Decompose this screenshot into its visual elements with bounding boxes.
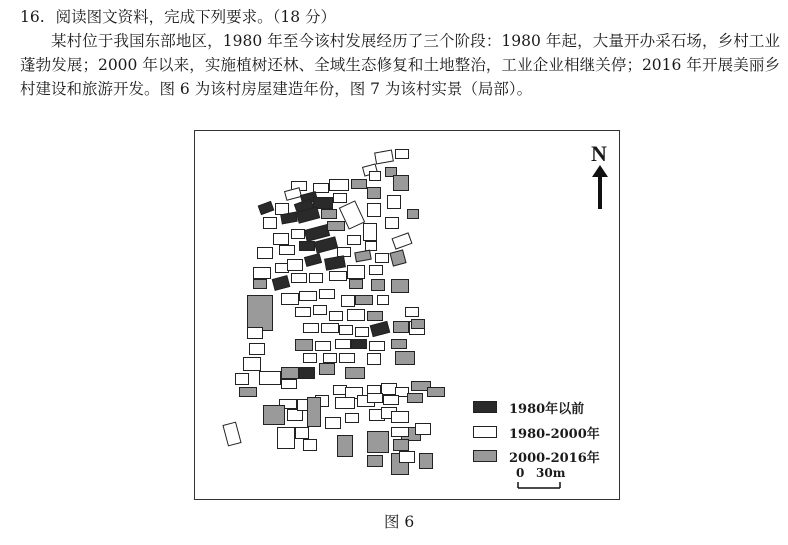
house-2000-2016 xyxy=(295,339,313,351)
house-1980-2000 xyxy=(377,295,389,305)
house-1980-2000 xyxy=(277,427,295,449)
house-2000-2016 xyxy=(354,250,371,263)
house-1980-2000 xyxy=(325,417,341,429)
house-2000-2016 xyxy=(239,387,257,397)
house-1980-2000 xyxy=(339,325,353,335)
house-pre1980 xyxy=(304,253,322,267)
legend-swatch-mid xyxy=(473,426,497,438)
house-2000-2016 xyxy=(427,387,445,397)
house-1980-2000 xyxy=(391,427,409,437)
north-arrow-icon xyxy=(592,165,608,209)
house-1980-2000 xyxy=(395,149,409,159)
house-1980-2000 xyxy=(415,423,431,435)
house-1980-2000 xyxy=(222,422,241,447)
house-2000-2016 xyxy=(351,179,367,189)
house-1980-2000 xyxy=(273,233,289,245)
house-1980-2000 xyxy=(347,235,361,245)
house-2000-2016 xyxy=(367,311,383,321)
house-2000-2016 xyxy=(319,363,335,375)
question-score: （18 分） xyxy=(272,8,337,26)
house-1980-2000 xyxy=(355,327,369,337)
house-pre1980 xyxy=(272,275,291,291)
legend-swatch-new xyxy=(473,450,497,462)
scale-value: 30m xyxy=(536,466,566,480)
house-2000-2016 xyxy=(349,279,363,289)
house-1980-2000 xyxy=(303,353,317,363)
house-1980-2000 xyxy=(281,293,299,305)
house-1980-2000 xyxy=(335,339,351,349)
house-1980-2000 xyxy=(291,273,307,283)
house-1980-2000 xyxy=(284,187,302,201)
house-1980-2000 xyxy=(369,341,385,351)
house-2000-2016 xyxy=(393,439,409,451)
house-2000-2016 xyxy=(327,221,345,231)
house-1980-2000 xyxy=(249,343,265,355)
house-2000-2016 xyxy=(345,367,365,379)
house-2000-2016 xyxy=(367,187,381,199)
scale-zero: 0 xyxy=(516,466,525,480)
house-2000-2016 xyxy=(407,209,419,219)
house-2000-2016 xyxy=(367,431,389,453)
house-1980-2000 xyxy=(335,397,355,409)
house-1980-2000 xyxy=(333,193,347,203)
house-1980-2000 xyxy=(391,411,409,423)
house-1980-2000 xyxy=(329,179,349,191)
house-1980-2000 xyxy=(295,307,311,317)
house-1980-2000 xyxy=(323,353,337,363)
house-2000-2016 xyxy=(281,367,299,379)
house-1980-2000 xyxy=(309,273,323,283)
house-1980-2000 xyxy=(253,267,271,279)
house-2000-2016 xyxy=(389,249,406,266)
house-1980-2000 xyxy=(387,195,401,209)
question-header xyxy=(20,5,336,27)
house-1980-2000 xyxy=(367,393,383,403)
passage-text: 某村位于我国东部地区，1980 年至今该村发展经历了三个阶段：1980 年起，大量开办采石场，乡村工业蓬勃发展；2000 年以来，实施植树还林、全域生态修复和土地整治，工业企业相继关停；2016 年开展美丽乡村建设和旅游开发。图 6 为该村房屋建造年份，图 7 为该村实景（局部）。 xyxy=(20,32,780,98)
house-1980-2000 xyxy=(363,223,377,241)
house-1980-2000 xyxy=(375,253,389,263)
house-1980-2000 xyxy=(374,150,394,165)
scale-bar xyxy=(517,481,561,489)
house-1980-2000 xyxy=(291,229,305,239)
house-1980-2000 xyxy=(247,327,263,339)
house-pre1980 xyxy=(351,339,367,349)
house-2000-2016 xyxy=(393,175,409,191)
house-1980-2000 xyxy=(287,259,303,271)
house-1980-2000 xyxy=(399,451,415,463)
house-1980-2000 xyxy=(303,323,319,333)
house-1980-2000 xyxy=(345,413,359,423)
house-pre1980 xyxy=(299,241,315,251)
house-pre1980 xyxy=(280,212,297,225)
house-1980-2000 xyxy=(329,311,343,321)
village-map xyxy=(194,130,620,500)
house-2000-2016 xyxy=(247,295,273,331)
legend-label-new: 2000-2016年 xyxy=(509,451,600,466)
house-2000-2016 xyxy=(371,279,385,291)
legend-label-old: 1980年以前 xyxy=(509,402,585,417)
house-2000-2016 xyxy=(393,321,409,333)
house-pre1980 xyxy=(370,321,390,337)
house-1980-2000 xyxy=(303,439,317,451)
house-1980-2000 xyxy=(235,373,249,385)
house-1980-2000 xyxy=(281,379,297,389)
house-pre1980 xyxy=(299,367,315,379)
house-2000-2016 xyxy=(391,339,407,349)
house-2000-2016 xyxy=(307,397,321,427)
house-1980-2000 xyxy=(315,341,331,351)
house-1980-2000 xyxy=(321,323,339,333)
house-1980-2000 xyxy=(385,217,399,229)
figure-caption: 图 6 xyxy=(384,513,415,531)
house-1980-2000 xyxy=(369,265,383,275)
legend-swatch-old xyxy=(473,401,497,413)
house-1980-2000 xyxy=(367,203,381,217)
house-2000-2016 xyxy=(321,209,337,219)
house-1980-2000 xyxy=(259,371,281,385)
house-2000-2016 xyxy=(263,405,285,425)
house-pre1980 xyxy=(324,255,346,270)
house-2000-2016 xyxy=(411,319,425,329)
legend-label-mid: 1980-2000年 xyxy=(509,427,600,442)
house-2000-2016 xyxy=(391,279,409,293)
house-1980-2000 xyxy=(257,247,273,259)
house-1980-2000 xyxy=(339,353,355,363)
house-1980-2000 xyxy=(383,395,399,405)
house-1980-2000 xyxy=(405,307,419,317)
house-2000-2016 xyxy=(395,351,415,365)
house-1980-2000 xyxy=(347,265,365,279)
question-intro: 阅读图文资料，完成下列要求。 xyxy=(55,8,273,26)
house-1980-2000 xyxy=(243,357,261,371)
house-pre1980 xyxy=(258,201,275,215)
house-2000-2016 xyxy=(367,455,383,467)
house-1980-2000 xyxy=(329,271,347,281)
north-label: N xyxy=(591,141,607,166)
house-1980-2000 xyxy=(367,353,381,365)
house-2000-2016 xyxy=(355,295,373,305)
house-1980-2000 xyxy=(295,427,309,439)
house-1980-2000 xyxy=(391,232,412,249)
question-number: 16. xyxy=(20,8,45,26)
house-1980-2000 xyxy=(369,171,381,181)
house-1980-2000 xyxy=(313,305,327,315)
house-1980-2000 xyxy=(279,245,295,255)
house-1980-2000 xyxy=(319,289,335,299)
house-1980-2000 xyxy=(347,309,365,321)
house-2000-2016 xyxy=(253,279,267,289)
house-2000-2016 xyxy=(337,435,353,457)
house-2000-2016 xyxy=(419,453,433,469)
house-2000-2016 xyxy=(407,393,423,403)
house-1980-2000 xyxy=(341,295,355,307)
house-1980-2000 xyxy=(263,217,277,229)
house-1980-2000 xyxy=(299,291,317,301)
